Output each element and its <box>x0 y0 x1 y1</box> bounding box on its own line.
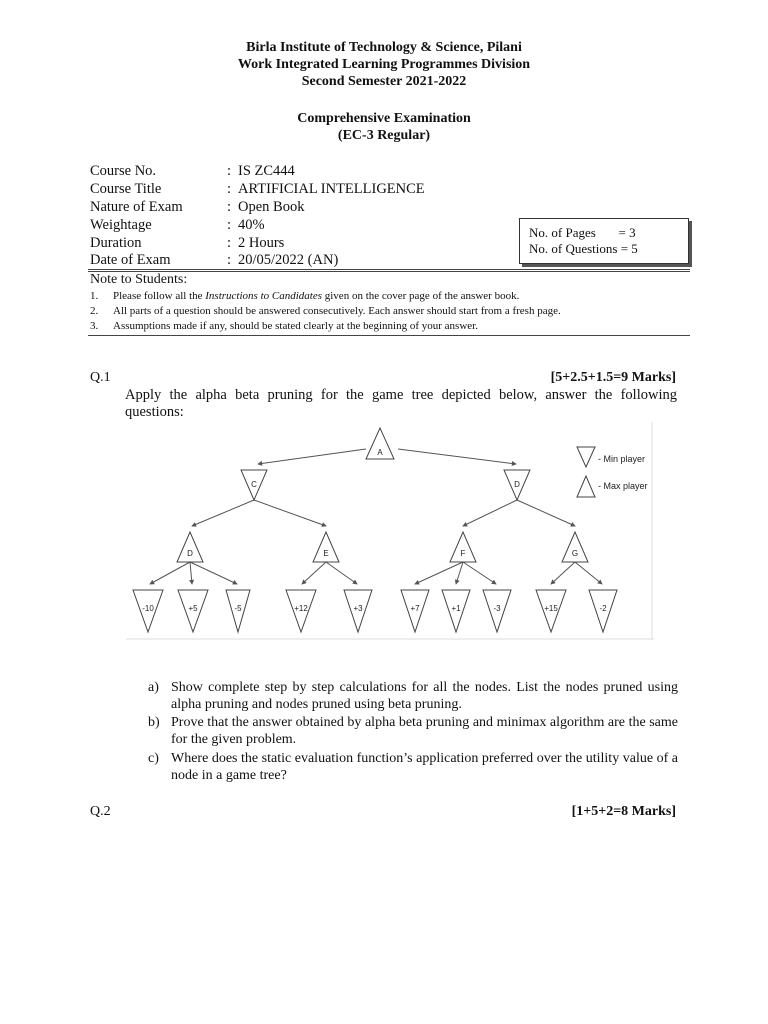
institute-name: Birla Institute of Technology & Science, Pilani <box>246 40 522 55</box>
sub-question-text: Where does the static evaluation function’s application preferred over the utility value of a node in a game tree? <box>171 751 678 783</box>
division-name: Work Integrated Learning Programmes Division <box>237 57 531 72</box>
divider <box>88 335 690 336</box>
sub-question-label: a) <box>148 680 159 695</box>
questions-count: No. of Questions = 5 <box>529 241 638 256</box>
notes-title: Note to Students: <box>90 272 188 287</box>
leaf-value: +12 <box>294 604 308 613</box>
meta-colon: : <box>227 163 232 179</box>
sub-question <box>148 679 678 713</box>
meta-value: 40% <box>238 217 265 233</box>
note-text: All parts of a question should be answered consecutively. Each answer should start from a fresh page. <box>113 305 561 317</box>
meta-value: 2 Hours <box>238 235 285 251</box>
pages-count: No. of Pages = 3 <box>529 225 636 240</box>
meta-value: Open Book <box>238 199 305 215</box>
question-number: Q.2 <box>90 804 111 819</box>
semester: Second Semester 2021-2022 <box>301 74 467 89</box>
leaf-value: -3 <box>493 604 501 613</box>
meta-label: Date of Exam <box>90 252 171 268</box>
question-marks: [5+2.5+1.5=9 Marks] <box>550 370 676 385</box>
meta-value: ARTIFICIAL INTELLIGENCE <box>238 181 425 197</box>
note-text: Assumptions made if any, should be stated clearly at the beginning of your answer. <box>113 320 478 332</box>
leaf-value: +7 <box>410 604 420 613</box>
question-marks: [1+5+2=8 Marks] <box>571 804 676 819</box>
node-label-F: F <box>460 549 466 558</box>
question-number: Q.1 <box>90 370 111 385</box>
legend-min-label: - Min player <box>598 454 646 464</box>
node-label-C: C <box>251 480 257 489</box>
meta-value: 20/05/2022 (AN) <box>238 252 339 268</box>
sub-question-label: c) <box>148 751 159 766</box>
meta-colon: : <box>227 235 232 251</box>
meta-label: Course No. <box>90 163 157 179</box>
exam-subtitle: (EC-3 Regular) <box>337 128 431 143</box>
leaf-value: +5 <box>188 604 198 613</box>
sub-question-text: Show complete step by step calculations for all the nodes. List the nodes pruned using alpha pruning and nodes pruned using beta pruning. <box>171 680 678 712</box>
node-label-E: E <box>323 549 329 558</box>
node-label-A: A <box>377 448 383 457</box>
leaf-value: +1 <box>451 604 461 613</box>
sub-question <box>148 750 678 784</box>
leaf-value: -10 <box>142 604 154 613</box>
node-label-D: D <box>187 549 193 558</box>
leaf-value: -2 <box>599 604 607 613</box>
meta-colon: : <box>227 199 232 215</box>
meta-label: Weightage <box>90 217 152 233</box>
note-number: 3. <box>90 320 99 332</box>
meta-colon: : <box>227 252 232 268</box>
meta-label: Duration <box>90 235 142 251</box>
note-number: 2. <box>90 305 99 317</box>
sub-question-label: b) <box>148 715 160 730</box>
node-label-G: G <box>571 549 579 558</box>
meta-colon: : <box>227 217 232 233</box>
meta-value: IS ZC444 <box>238 163 295 179</box>
legend-max-label: - Max player <box>598 481 648 491</box>
instructions-ref: Instructions to Candidates <box>205 290 322 302</box>
exam-title: Comprehensive Examination <box>297 111 471 126</box>
meta-label: Nature of Exam <box>90 199 183 215</box>
game-tree-figure <box>126 422 654 640</box>
question-text: Apply the alpha beta pruning for the game tree depicted below, answer the following questions: <box>125 387 677 420</box>
meta-label: Course Title <box>90 181 162 197</box>
sub-question <box>148 714 678 748</box>
sub-question-text: Prove that the answer obtained by alpha beta pruning and minimax algorithm are the same for the given problem. <box>171 715 678 747</box>
pages-questions-box <box>519 218 689 264</box>
meta-colon: : <box>227 181 232 197</box>
note-number: 1. <box>90 290 99 302</box>
leaf-value: +3 <box>353 604 363 613</box>
leaf-value: +15 <box>544 604 558 613</box>
leaf-value: -5 <box>234 604 242 613</box>
divider <box>88 269 690 270</box>
node-label-D: D <box>514 480 520 489</box>
